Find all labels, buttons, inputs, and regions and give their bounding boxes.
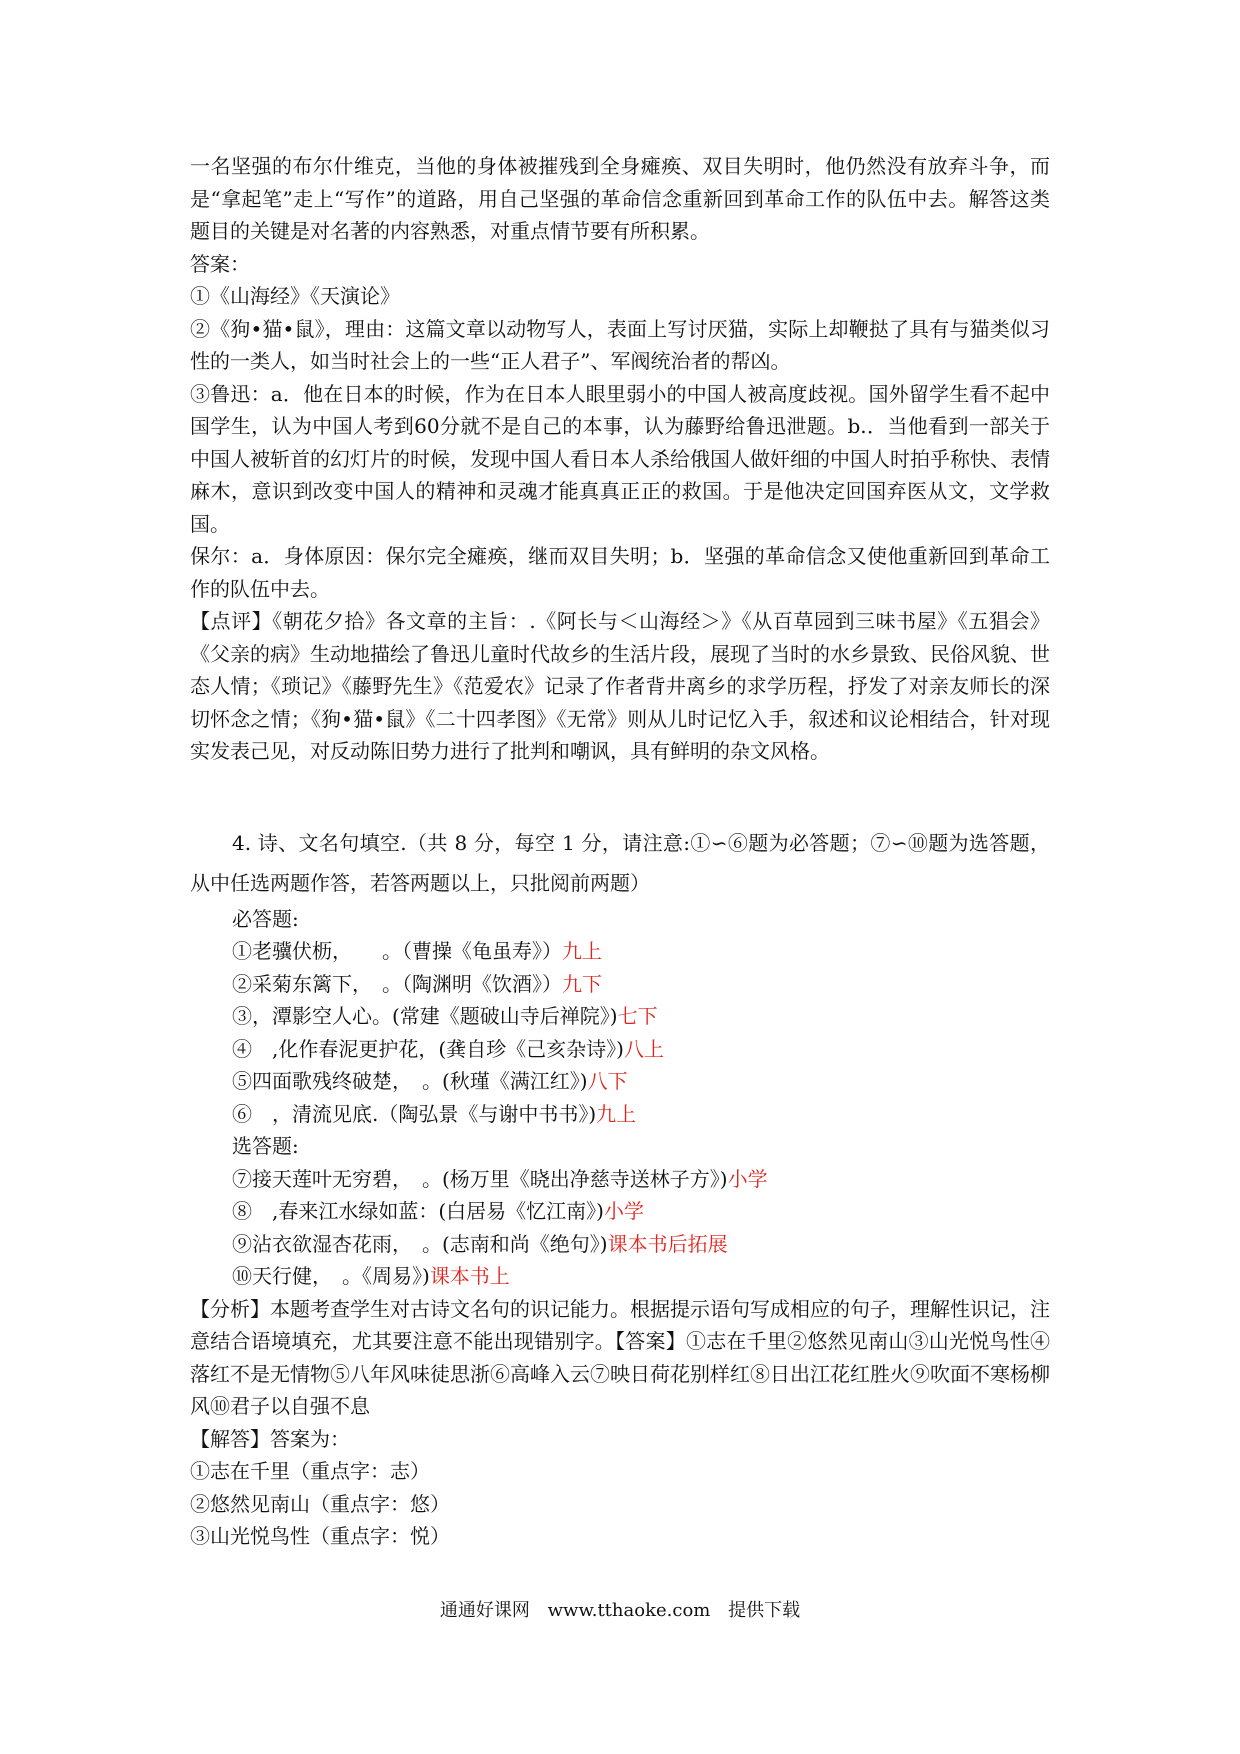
page-footer	[0, 1596, 1240, 1622]
analysis-paragraph: 【分析】本题考查学生对古诗文名句的识记能力。根据提示语句写成相应的句子，理解性识记，注意结合语境填充，尤其要注意不能出现错别字。【答案】①志在千里②悠然见南山③山光悦鸟性④落红不是无情物⑤八年风味徒思浙⑥高峰入云⑦映日荷花别样红⑧日出江花红胜火⑨吹面不寒杨柳风⑩君子以自强不息	[190, 1296, 1050, 1418]
solution-item: ②悠然见南山（重点字：悠）	[190, 1491, 450, 1516]
grade-tag: 九上	[596, 1101, 637, 1126]
answer-label: 答案：	[190, 251, 250, 276]
grade-tag: 七下	[617, 1004, 658, 1028]
footer-note: 提供下载	[728, 1600, 801, 1621]
list-item: ⑦接天莲叶无穷碧， 。(杨万里《晓出净慈寺送林子方》)小学	[232, 1166, 768, 1191]
grade-tag: 九下	[562, 971, 602, 996]
answer-1: ①《山海经》《天演论》	[190, 284, 400, 308]
list-item: ②采菊东篱下， 。（陶渊明《饮酒》）九下	[232, 971, 602, 996]
grade-tag: 课本书后拓展	[607, 1231, 728, 1256]
list-item: ⑤四面歌残终破楚， 。(秋瑾《满江红》)八下	[232, 1069, 628, 1093]
list-item: ⑥ ，清流见底.（陶弘景《与谢中书书》)九上	[232, 1101, 637, 1126]
required-label: 必答题:	[232, 906, 299, 931]
paragraph-intro: 一名坚强的布尔什维克，当他的身体被摧残到全身瘫痪、双目失明时，他仍然没有放弃斗争，而是“拿起笔”走上“写作”的道路，用自己坚强的革命信念重新回到革命工作的队伍中去。解答这类题目的关键是对名著的内容熟悉，对重点情节要有所积累。	[190, 154, 1050, 243]
solution-label: 【解答】答案为：	[190, 1426, 350, 1451]
list-item: ③，潭影空人心。(常建《题破山寺后禅院》)七下	[232, 1004, 658, 1028]
grade-tag: 小学	[603, 1199, 644, 1223]
grade-tag: 课本书上	[429, 1264, 510, 1288]
answer-2: ②《狗•猫•鼠》，理由：这篇文章以动物写人，表面上写讨厌猫，实际上却鞭挞了具有与猫类似习性的一类人，如当时社会上的一些“正人君子”、军阀统治者的帮凶。	[190, 316, 1050, 373]
grade-tag: 九上	[562, 939, 602, 963]
list-item: ⑨沾衣欲湿杏花雨， 。(志南和尚《绝句》)课本书后拓展	[232, 1231, 728, 1256]
list-item: ①老骥伏枥， 。（曹操《龟虽寿》）九上	[232, 939, 602, 963]
comment-paragraph: 【点评】《朝花夕拾》各文章的主旨：.《阿长与＜山海经＞》《从百草园到三味书屋》《五猖会》《父亲的病》生动地描绘了鲁迅儿童时代故乡的生活片段，展现了当时的水乡景致、民俗风貌、世态人情；《琐记》《藤野先生》《范爱农》记录了作者背井离乡的求学历程，抒发了对亲友师长的深切怀念之情；《狗•猫•鼠》《二十四孝图》《无常》则从儿时记忆入手，叙述和议论相结合，针对现实发表己见，对反动陈旧势力进行了批判和嘲讽，具有鲜明的杂文风格。	[190, 609, 1050, 763]
required-list	[190, 935, 1050, 1130]
list-item: ⑧ ,春来江水绿如蓝：(白居易《忆江南》)小学	[232, 1199, 644, 1223]
footer-url[interactable]: www.tthaoke.com	[547, 1600, 711, 1621]
document-body	[190, 150, 1050, 1553]
answer-4: 保尔：a．身体原因：保尔完全瘫痪，继而双目失明；b．坚强的革命信念又使他重新回到革命工作的队伍中去。	[190, 544, 1050, 601]
solution-item: ①志在千里（重点字：志）	[190, 1459, 430, 1483]
grade-tag: 小学	[727, 1166, 768, 1191]
grade-tag: 八下	[587, 1069, 628, 1093]
answer-3: ③鲁迅：a．他在日本的时候，作为在日本人眼里弱小的中国人被高度歧视。国外留学生看不起中国学生，认为中国人考到60分就不是自己的本事，认为藤野给鲁迅泄题。b.．当他看到一部关于中国人被斩首的幻灯片的时候，发现中国人看日本人杀给俄国人做奸细的中国人时拍乎称快、表情麻木，意识到改变中国人的精神和灵魂才能真真正正的救国。于是他决定回国弃医从文，文学救国。	[190, 381, 1050, 536]
optional-list	[190, 1163, 1050, 1293]
list-item: ④ ,化作春泥更护花，(龚自珍《己亥杂诗》)八上	[232, 1036, 664, 1061]
list-item: ⑩天行健， 。《周易》)课本书上	[232, 1264, 510, 1288]
footer-site-name: 通通好课网	[439, 1600, 530, 1621]
solution-item: ③山光悦鸟性（重点字：悦）	[190, 1524, 450, 1548]
grade-tag: 八上	[623, 1036, 664, 1061]
optional-label: 选答题:	[232, 1134, 299, 1158]
question-4-stem: 4. 诗、文名句填空.（共 8 分，每空 1 分，请注意:①∽⑥题为必答题；⑦∽⑩题为选答题，从中任选两题作答，若答两题以上，只批阅前两题）	[190, 830, 1050, 895]
